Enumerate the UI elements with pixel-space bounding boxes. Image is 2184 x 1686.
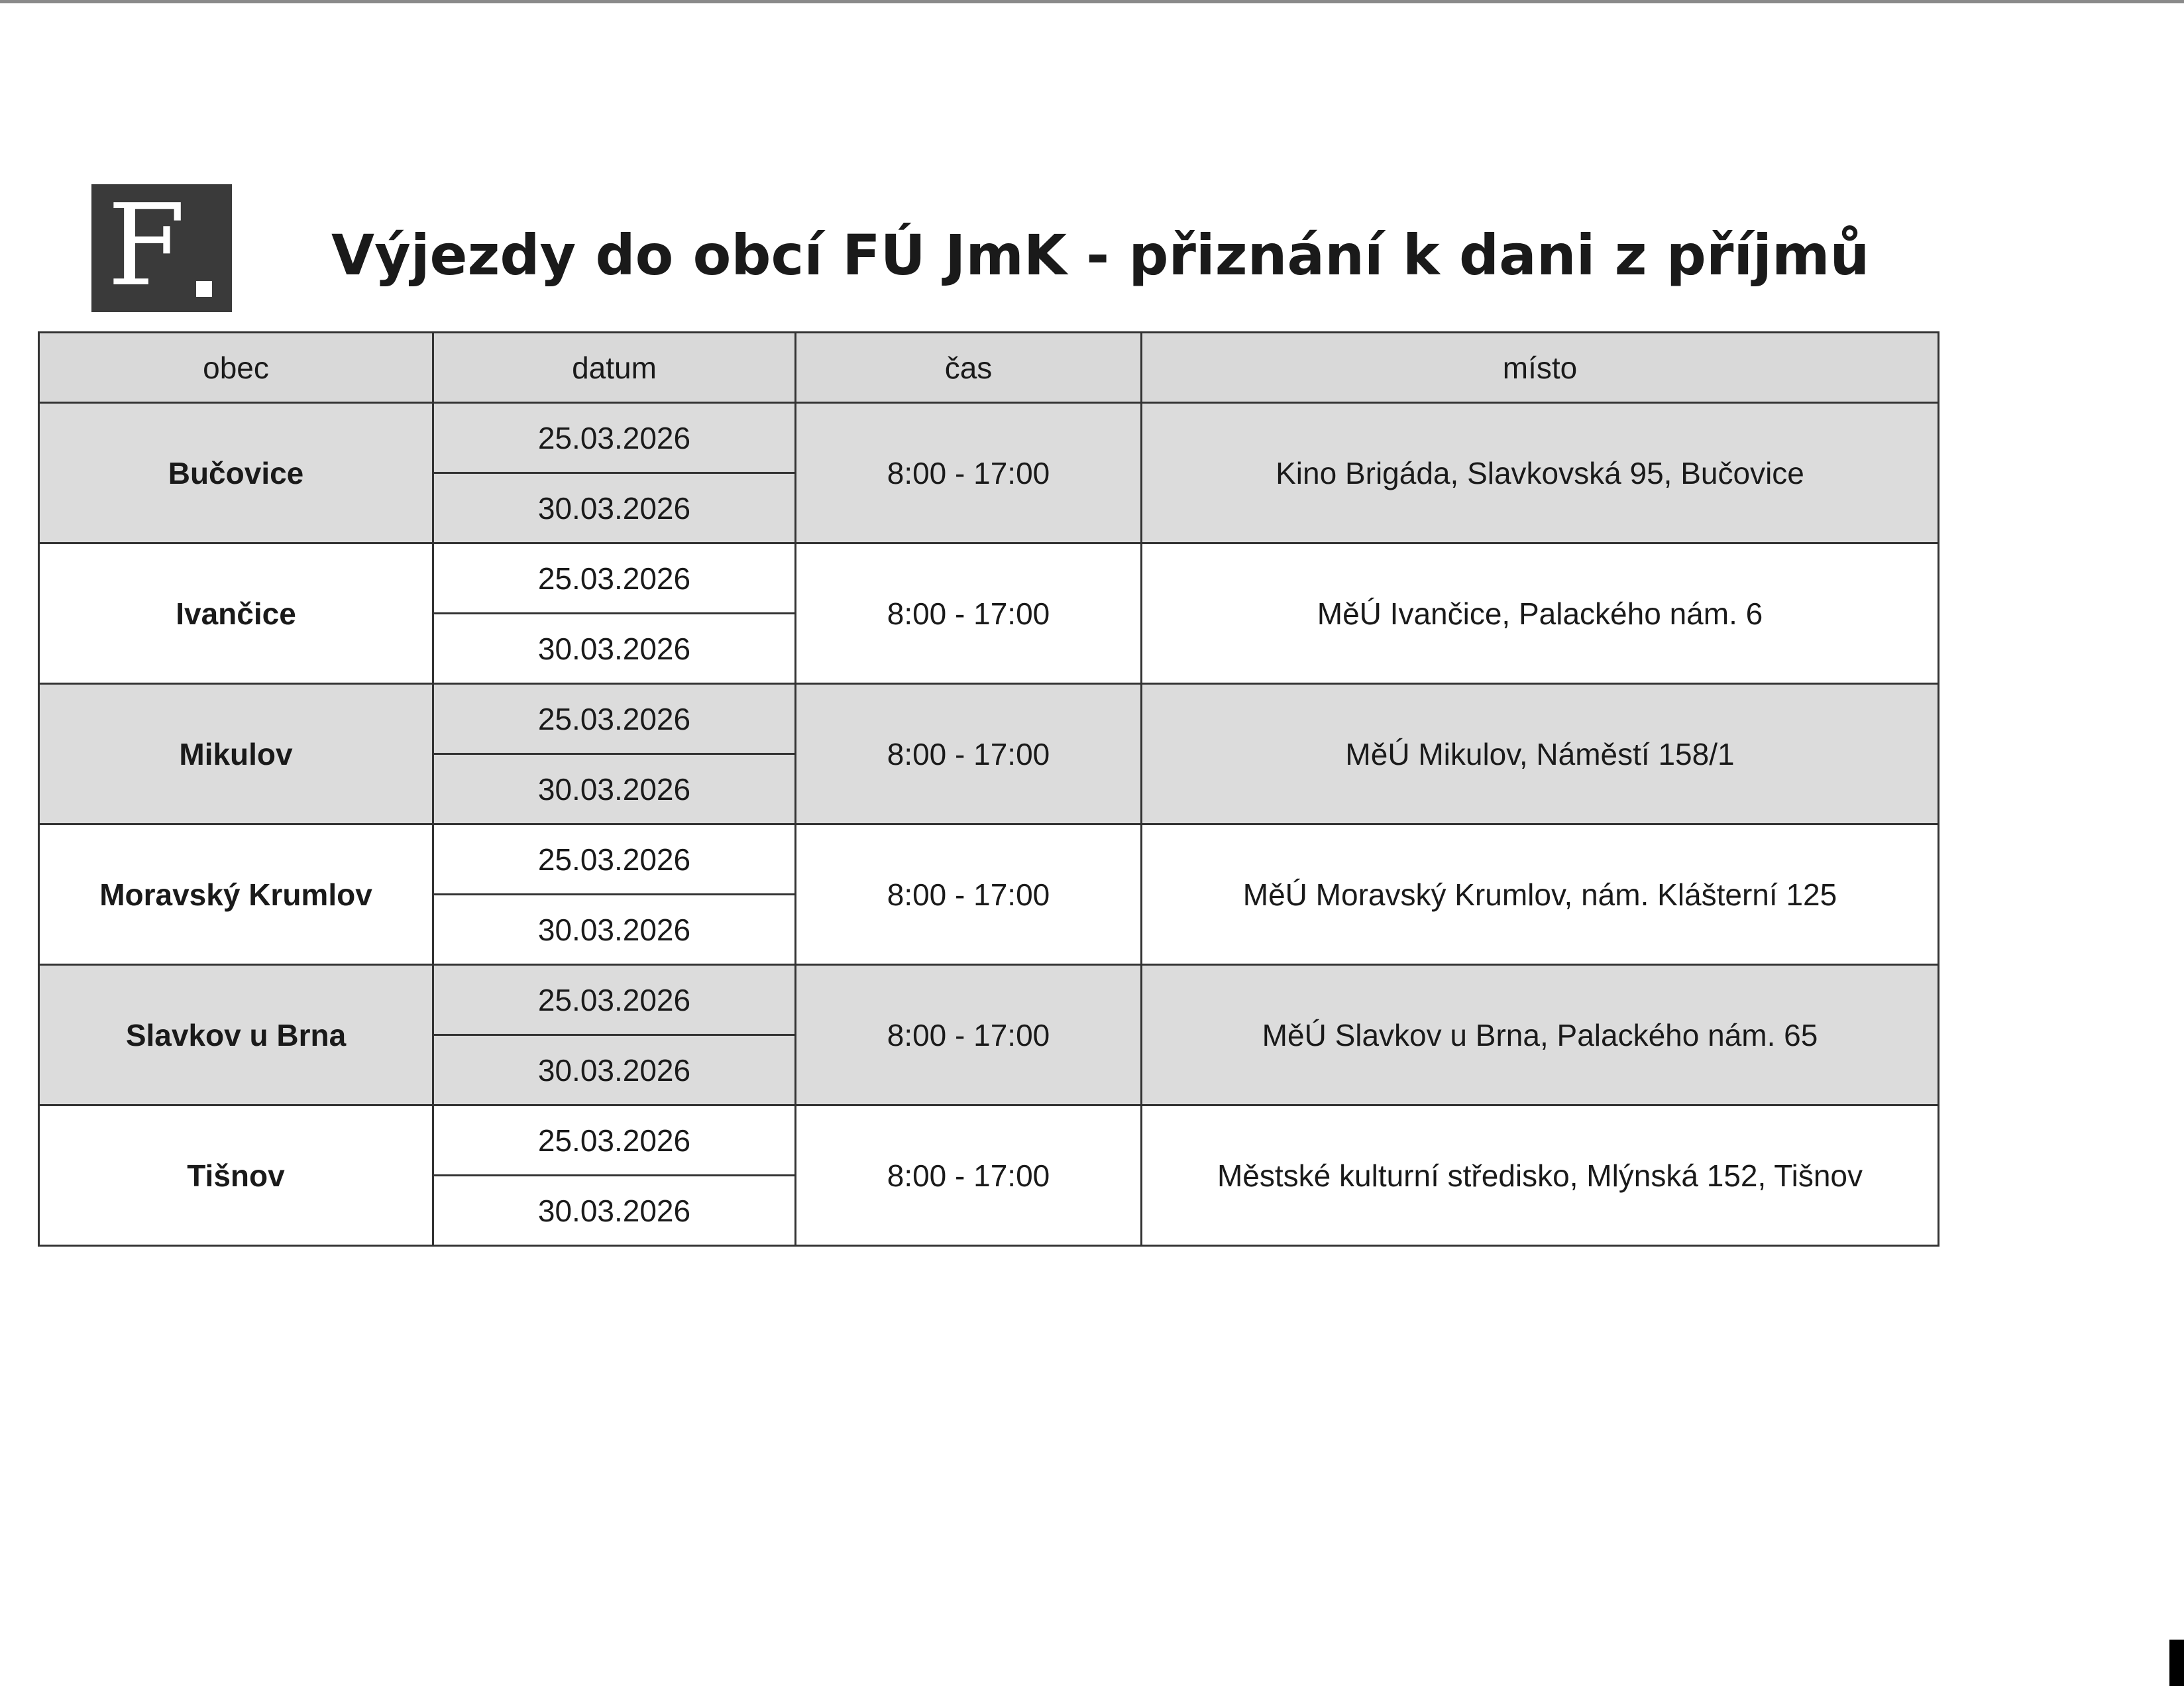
header-datum: datum — [433, 333, 796, 403]
cell-date: 30.03.2026 — [433, 1035, 796, 1105]
table-row — [39, 543, 1939, 614]
cell-date: 25.03.2026 — [433, 684, 796, 754]
cell-obec: Slavkov u Brna — [39, 965, 433, 1105]
cell-date: 25.03.2026 — [433, 403, 796, 473]
cell-obec: Bučovice — [39, 403, 433, 543]
header-cas: čas — [796, 333, 1142, 403]
schedule-table — [38, 331, 1939, 1247]
top-scan-rule — [0, 0, 2184, 3]
logo-letter: F — [107, 180, 186, 311]
table-row — [39, 403, 1939, 473]
cell-cas: 8:00 - 17:00 — [796, 403, 1142, 543]
cell-obec: Ivančice — [39, 543, 433, 684]
table-row — [39, 684, 1939, 754]
cell-date: 25.03.2026 — [433, 543, 796, 614]
table-row — [39, 1105, 1939, 1176]
cell-date: 25.03.2026 — [433, 824, 796, 895]
cell-date: 25.03.2026 — [433, 965, 796, 1035]
cell-obec: Moravský Krumlov — [39, 824, 433, 965]
cell-cas: 8:00 - 17:00 — [796, 543, 1142, 684]
cell-obec: Mikulov — [39, 684, 433, 824]
cell-misto: Městské kulturní středisko, Mlýnská 152, Tišnov — [1142, 1105, 1939, 1246]
header-misto: místo — [1142, 333, 1939, 403]
cell-cas: 8:00 - 17:00 — [796, 965, 1142, 1105]
cell-misto: MěÚ Moravský Krumlov, nám. Klášterní 125 — [1142, 824, 1939, 965]
cell-misto: MěÚ Ivančice, Palackého nám. 6 — [1142, 543, 1939, 684]
cell-misto: Kino Brigáda, Slavkovská 95, Bučovice — [1142, 403, 1939, 543]
cell-obec: Tišnov — [39, 1105, 433, 1246]
cell-date: 30.03.2026 — [433, 1176, 796, 1246]
cell-cas: 8:00 - 17:00 — [796, 1105, 1142, 1246]
cell-date: 30.03.2026 — [433, 754, 796, 824]
financni-sprava-logo — [91, 180, 232, 312]
header-row — [39, 333, 1939, 403]
cell-misto: MěÚ Mikulov, Náměstí 158/1 — [1142, 684, 1939, 824]
document-title: Výjezdy do obcí FÚ JmK - přiznání k dani z příjmů — [331, 223, 1870, 288]
table-row — [39, 965, 1939, 1035]
cell-date: 25.03.2026 — [433, 1105, 796, 1176]
cell-cas: 8:00 - 17:00 — [796, 824, 1142, 965]
cell-date: 30.03.2026 — [433, 614, 796, 684]
cell-cas: 8:00 - 17:00 — [796, 684, 1142, 824]
cell-date: 30.03.2026 — [433, 473, 796, 543]
cell-misto: MěÚ Slavkov u Brna, Palackého nám. 65 — [1142, 965, 1939, 1105]
scan-corner-mark — [2169, 1640, 2184, 1686]
cell-date: 30.03.2026 — [433, 895, 796, 965]
table-row — [39, 824, 1939, 895]
logo-dot — [196, 281, 212, 297]
header-obec: obec — [39, 333, 433, 403]
